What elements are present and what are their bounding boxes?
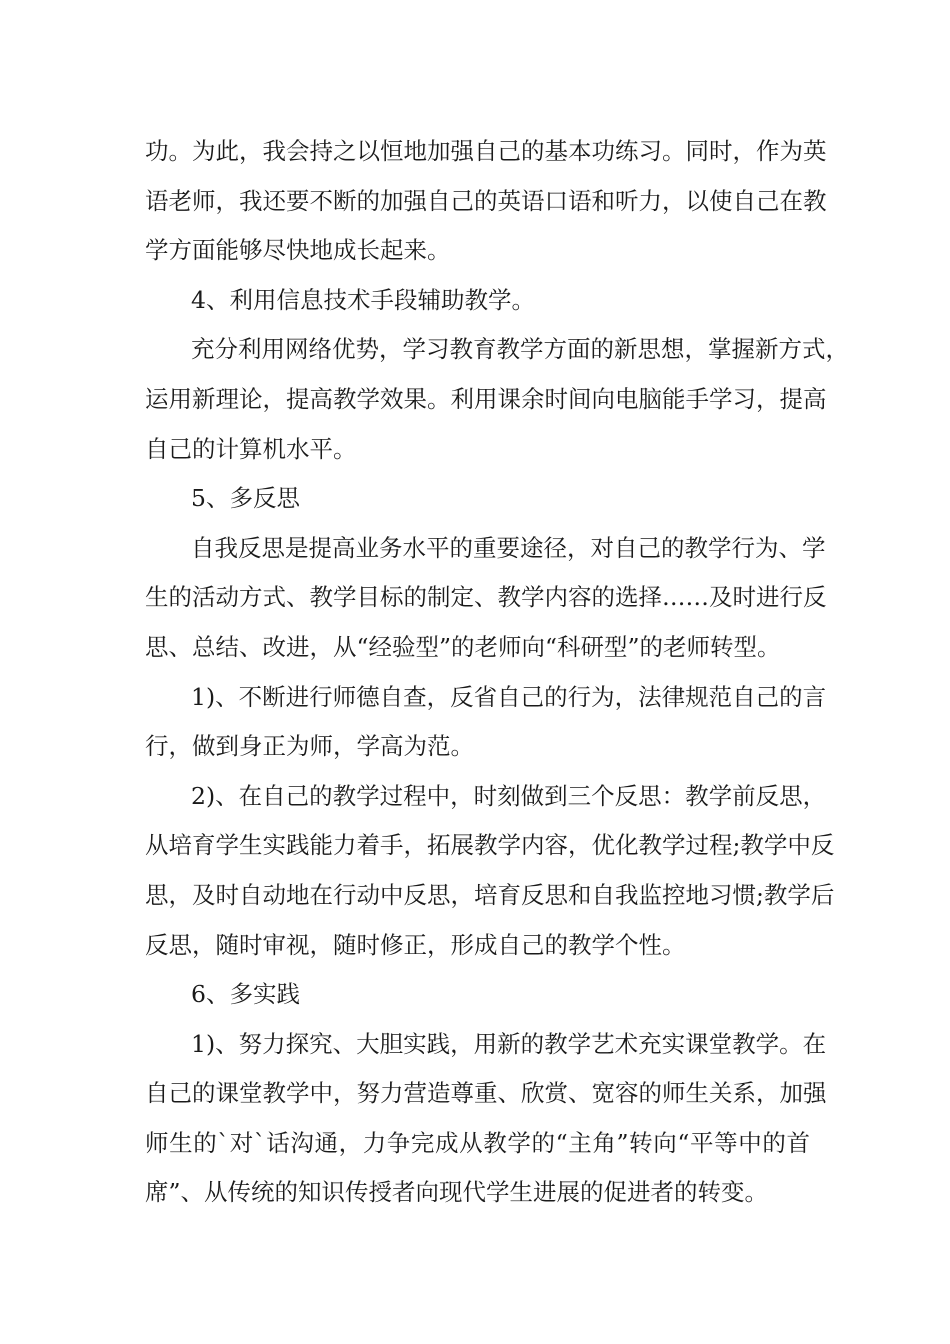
text-line: 从培育学生实践能力着手，拓展教学内容，优化教学过程;教学中反	[145, 831, 835, 860]
text-line: 6、多实践	[191, 980, 300, 1009]
text-line: 自己的计算机水平。	[145, 434, 357, 463]
text-line: 师生的`对`话沟通，力争完成从教学的“主角”转向“平等中的首	[145, 1128, 810, 1157]
text-line: 1)、努力探究、大胆实践，用新的教学艺术充实课堂教学。在	[191, 1029, 827, 1058]
text-line: 5、多反思	[191, 484, 300, 513]
section-heading	[145, 970, 810, 1020]
document-body	[145, 127, 849, 1218]
paragraph	[145, 673, 827, 772]
text-line: 自己的课堂教学中，努力营造尊重、欣赏、宽容的师生关系，加强	[145, 1079, 827, 1108]
text-line: 运用新理论，提高教学效果。利用课余时间向电脑能手学习，提高	[145, 384, 827, 413]
section-heading	[145, 276, 810, 326]
text-line: 功。为此，我会持之以恒地加强自己的基本功练习。同时，作为英	[145, 137, 827, 165]
text-line: 自我反思是提高业务水平的重要途径，对自己的教学行为、学	[191, 533, 826, 562]
text-line: 反思，随时审视，随时修正，形成自己的教学个性。	[145, 930, 686, 959]
text-line: 充分利用网络优势，学习教育教学方面的新思想，掌握新方式，	[191, 335, 849, 364]
text-line: 行，做到身正为师，学高为范。	[145, 732, 474, 761]
text-line: 思、总结、改进，从“经验型”的老师向“科研型”的老师转型。	[145, 632, 781, 661]
paragraph	[145, 524, 827, 673]
text-line: 2)、在自己的教学过程中，时刻做到三个反思：教学前反思，	[191, 781, 827, 810]
section-heading	[145, 474, 810, 524]
text-line: 学方面能够尽快地成长起来。	[145, 236, 451, 265]
text-line: 思，及时自动地在行动中反思，培育反思和自我监控地习惯;教学后	[145, 880, 835, 909]
text-line: 语老师，我还要不断的加强自己的英语口语和听力，以使自己在教	[145, 186, 827, 215]
paragraph	[145, 772, 835, 970]
text-line: 1)、不断进行师德自查，反省自己的行为，法律规范自己的言	[191, 682, 827, 711]
text-line: 生的活动方式、教学目标的制定、教学内容的选择……及时进行反	[145, 583, 827, 612]
paragraph	[145, 127, 827, 276]
paragraph	[145, 1020, 827, 1218]
text-line: 席”、从传统的知识传授者向现代学生进展的促进者的转变。	[145, 1178, 769, 1207]
text-line: 4、利用信息技术手段辅助教学。	[191, 285, 535, 314]
paragraph	[145, 325, 849, 474]
